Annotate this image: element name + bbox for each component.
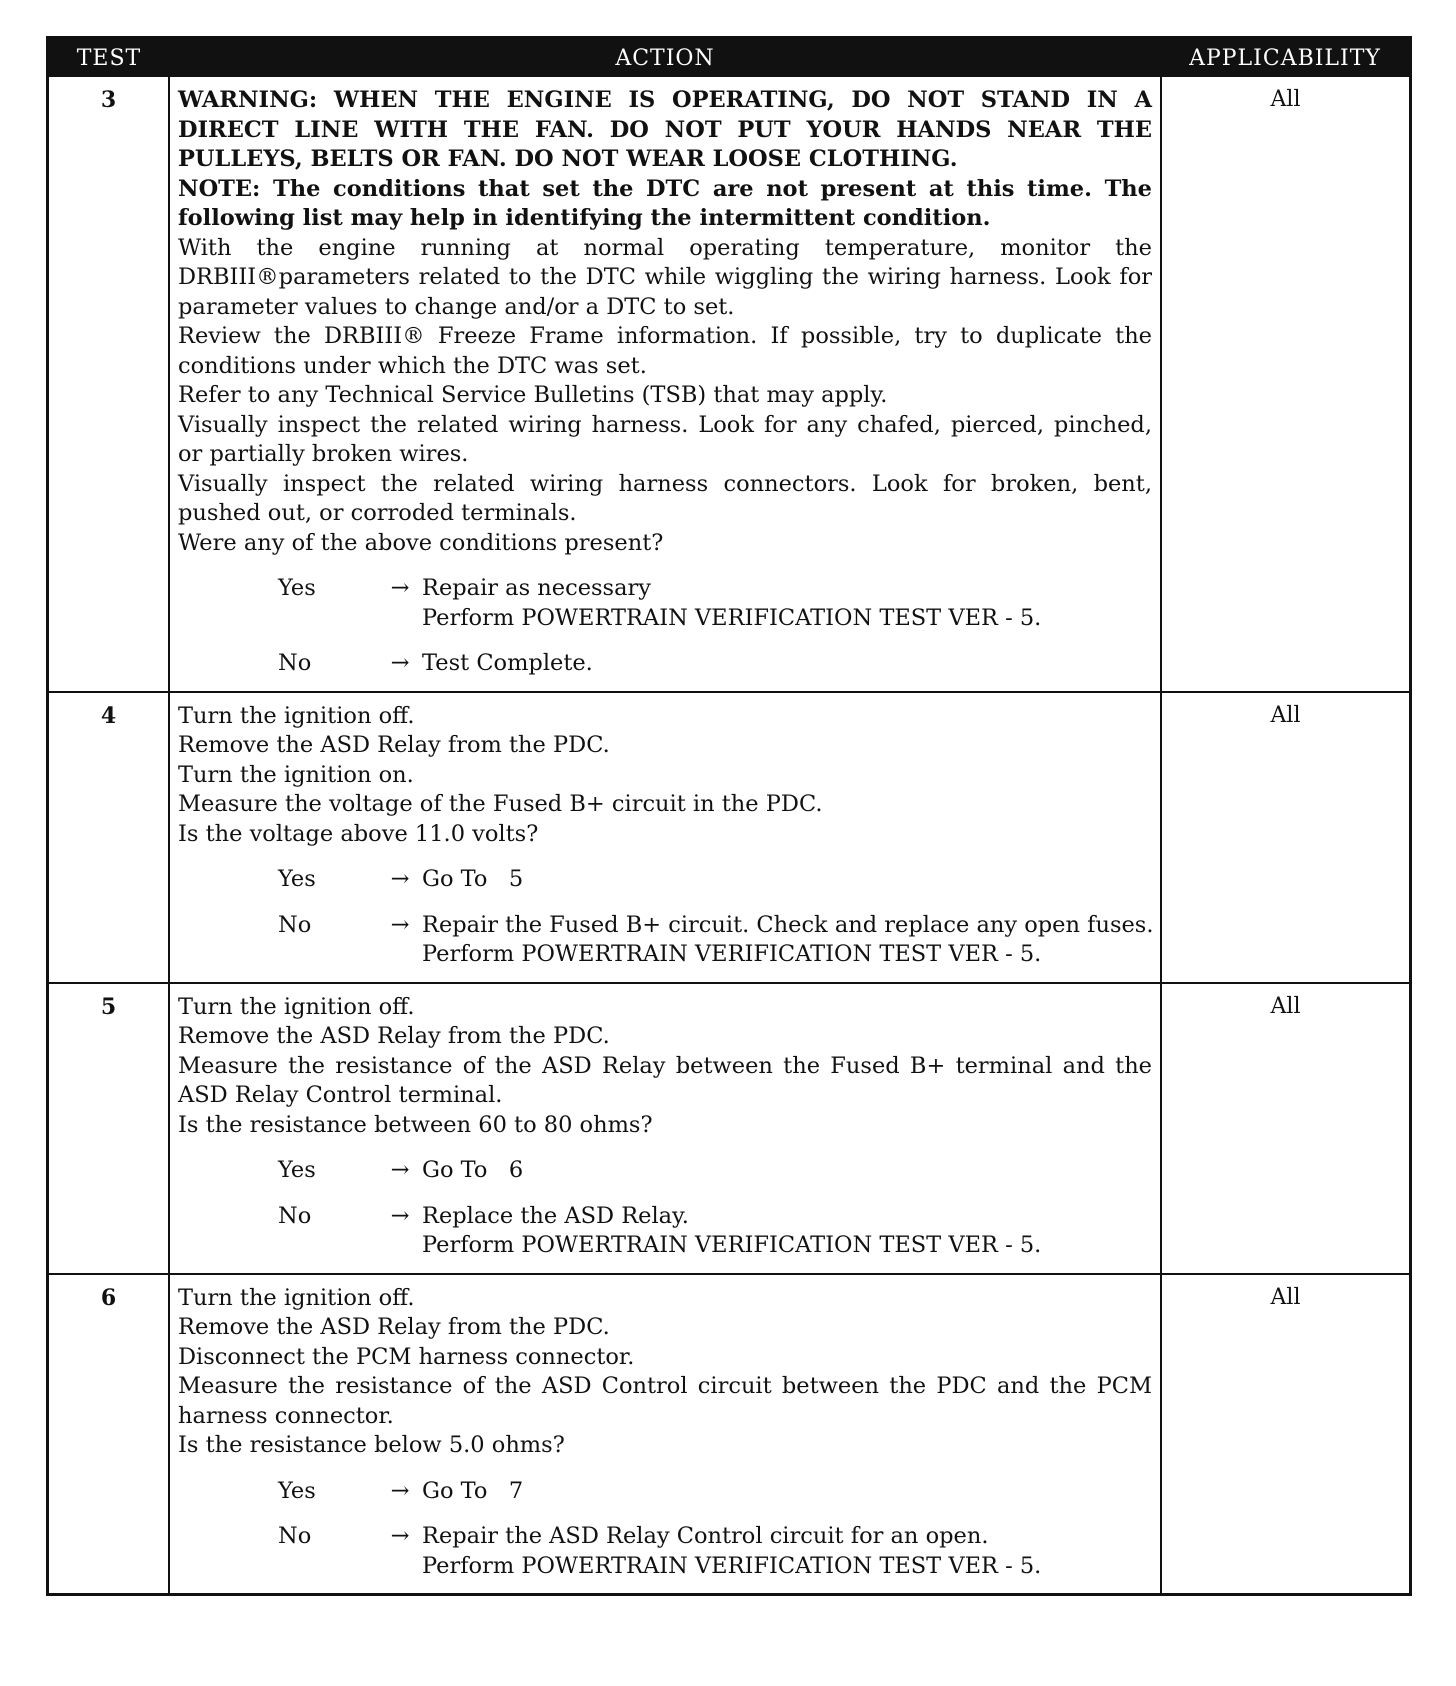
- instruction-line: Is the resistance between 60 to 80 ohms?: [178, 1111, 653, 1138]
- answer-list: [178, 865, 1152, 970]
- answer-text: [422, 865, 1152, 895]
- instruction-line: Visually inspect the related wiring harness. Look for any chafed, pierced, pinched, or partially broken wires.: [178, 411, 1152, 467]
- answer-item: [178, 911, 1152, 970]
- answer-list: [178, 1156, 1152, 1261]
- action-cell: [169, 983, 1161, 1274]
- instruction-line: Remove the ASD Relay from the PDC.: [178, 1023, 610, 1049]
- instruction-line: Measure the voltage of the Fused B+ circuit in the PDC.: [178, 791, 823, 817]
- arrow-right-icon: →: [390, 1523, 410, 1549]
- answer-item: [178, 1202, 1152, 1261]
- answer-line: Go To 6: [422, 1157, 524, 1183]
- answer-line: Repair as necessary: [422, 575, 651, 601]
- answer-line: Repair the Fused B+ circuit. Check and replace any open fuses.: [422, 911, 1154, 938]
- instruction-line: Disconnect the PCM harness connector.: [178, 1343, 635, 1370]
- answer-line: Go To 5: [422, 866, 524, 892]
- diagnostic-test-table: [46, 36, 1412, 1596]
- answer-no-label: No: [278, 1523, 312, 1549]
- instruction-line: Is the resistance below 5.0 ohms?: [178, 1432, 565, 1458]
- answer-line: Perform POWERTRAIN VERIFICATION TEST VER - 5.: [422, 1552, 1042, 1579]
- answer-item: [178, 1477, 1152, 1507]
- test-number: 3: [49, 77, 169, 692]
- header-applicability: APPLICABILITY: [1161, 39, 1409, 77]
- arrow-right-icon: →: [390, 911, 410, 938]
- instruction-line: Turn the ignition off.: [178, 702, 415, 729]
- header-test: TEST: [49, 39, 169, 77]
- instruction-line: Measure the resistance of the ASD Relay between the Fused B+ terminal and the ASD Relay Control terminal.: [178, 1052, 1152, 1108]
- instruction-line: Were any of the above conditions present?: [178, 529, 664, 556]
- arrow-right-icon: →: [390, 650, 410, 676]
- answer-yes-label: Yes: [278, 866, 316, 892]
- instruction-line: Remove the ASD Relay from the PDC.: [178, 1314, 610, 1340]
- answer-no-label: No: [278, 650, 312, 676]
- instruction-line: Measure the resistance of the ASD Control circuit between the PDC and the PCM harness connector.: [178, 1373, 1152, 1429]
- action-cell: [169, 77, 1161, 692]
- arrow-right-icon: →: [390, 1202, 410, 1229]
- test-number: 5: [49, 983, 169, 1274]
- table-row: [49, 692, 1409, 983]
- arrow-right-icon: →: [390, 575, 410, 601]
- arrow-right-icon: →: [390, 866, 410, 892]
- test-number: 6: [49, 1274, 169, 1594]
- answer-text: [422, 1202, 1152, 1261]
- instruction-line: Turn the ignition off.: [178, 993, 415, 1020]
- table-row: [49, 1274, 1409, 1594]
- table-body: [49, 77, 1409, 1593]
- answer-text: [422, 1477, 1152, 1507]
- answer-line: Repair the ASD Relay Control circuit for an open.: [422, 1523, 989, 1549]
- answer-item: [178, 649, 1152, 679]
- applicability-cell: All: [1161, 1274, 1409, 1594]
- instruction-line: With the engine running at normal operating temperature, monitor the DRBIII®parameters related to the DTC while wiggling the wiring harness. Look for parameter values to change and/or a DTC to set.: [178, 234, 1152, 320]
- answer-text: [422, 574, 1152, 633]
- answer-text: [422, 649, 1152, 679]
- answer-yes-label: Yes: [278, 1157, 316, 1183]
- answer-text: [422, 911, 1154, 970]
- applicability-cell: All: [1161, 77, 1409, 692]
- table-row: [49, 983, 1409, 1274]
- instruction-line: Visually inspect the related wiring harness connectors. Look for broken, bent, pushed out, or corroded terminals.: [178, 470, 1152, 526]
- action-cell: [169, 1274, 1161, 1594]
- answer-yes-label: Yes: [278, 575, 316, 601]
- instruction-line: Refer to any Technical Service Bulletins (TSB) that may apply.: [178, 382, 888, 408]
- answer-text: [422, 1156, 1152, 1186]
- applicability-cell: All: [1161, 983, 1409, 1274]
- instruction-line: Review the DRBIII® Freeze Frame information. If possible, try to duplicate the conditions under which the DTC was set.: [178, 323, 1152, 379]
- instruction-line: Turn the ignition on.: [178, 761, 414, 788]
- note-text: NOTE: The conditions that set the DTC are not present at this time. The following list may help in identifying the intermittent condition.: [178, 175, 1152, 231]
- answer-item: [178, 1156, 1152, 1186]
- answer-line: Test Complete.: [422, 650, 593, 676]
- answer-line: Perform POWERTRAIN VERIFICATION TEST VER - 5.: [422, 941, 1042, 967]
- answer-line: Go To 7: [422, 1477, 524, 1504]
- answer-list: [178, 1477, 1152, 1582]
- instruction-line: Remove the ASD Relay from the PDC.: [178, 732, 610, 758]
- table-row: [49, 77, 1409, 692]
- answer-text: [422, 1522, 1152, 1581]
- arrow-right-icon: →: [390, 1157, 410, 1183]
- answer-item: [178, 574, 1152, 633]
- instruction-line: Turn the ignition off.: [178, 1284, 415, 1311]
- answer-list: [178, 574, 1152, 679]
- arrow-right-icon: →: [390, 1477, 410, 1504]
- test-table: [49, 39, 1409, 1593]
- test-number: 4: [49, 692, 169, 983]
- answer-line: Perform POWERTRAIN VERIFICATION TEST VER - 5.: [422, 604, 1042, 631]
- answer-item: [178, 1522, 1152, 1581]
- header-action: ACTION: [169, 39, 1161, 77]
- answer-item: [178, 865, 1152, 895]
- applicability-cell: All: [1161, 692, 1409, 983]
- table-header: [49, 39, 1409, 77]
- warning-text: WARNING: WHEN THE ENGINE IS OPERATING, DO NOT STAND IN A DIRECT LINE WITH THE FAN. DO NOT PUT YOUR HANDS NEAR THE PULLEYS, BELTS OR FAN. DO NOT WEAR LOOSE CLOTHING.: [178, 87, 1152, 172]
- action-cell: [169, 692, 1161, 983]
- answer-line: Replace the ASD Relay.: [422, 1202, 689, 1229]
- instruction-line: Is the voltage above 11.0 volts?: [178, 820, 539, 847]
- answer-no-label: No: [278, 911, 312, 938]
- answer-no-label: No: [278, 1202, 312, 1229]
- answer-yes-label: Yes: [278, 1477, 316, 1504]
- answer-line: Perform POWERTRAIN VERIFICATION TEST VER - 5.: [422, 1232, 1042, 1258]
